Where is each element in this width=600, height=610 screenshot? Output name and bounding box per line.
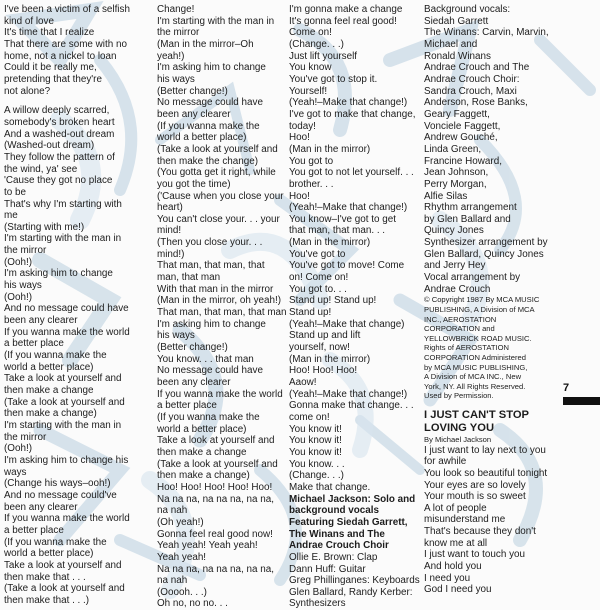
lyric-line: That there are some with no bbox=[4, 38, 127, 50]
small-print-line: © Copyright 1987 By MCA MUSIC bbox=[424, 295, 540, 305]
lyric-line: world a better place) bbox=[4, 548, 94, 560]
lyric-line: I'm starting with the man in bbox=[157, 15, 275, 27]
lyric-line: then make that . . .) bbox=[4, 594, 90, 606]
lyric-line: You know. . . that man bbox=[157, 353, 254, 365]
stanza-gap bbox=[424, 401, 549, 409]
lyric-line: a better place bbox=[157, 400, 217, 412]
lyric-line: Gonna feel real good now! bbox=[157, 528, 273, 540]
lyric-line: You got to not let yourself. . . bbox=[289, 167, 414, 179]
lyric-line: Stand up! bbox=[289, 307, 332, 319]
lyric-line: (If you wanna make the bbox=[157, 120, 260, 132]
lyric-line: Come on! bbox=[289, 27, 332, 39]
song-title: I JUST CAN'T STOP bbox=[424, 408, 530, 421]
lyric-line: I'm starting with the man in bbox=[4, 233, 122, 245]
page-number: 7 bbox=[563, 382, 570, 394]
lyric-line: I'm asking him to change bbox=[4, 268, 113, 280]
small-print-line: by MCA MUSIC PUBLISHING, bbox=[424, 362, 528, 372]
lyric-line: Dann Huff: Guitar bbox=[289, 563, 366, 575]
lyric-line: I'm asking him to change bbox=[157, 62, 266, 74]
lyric-line: You know–I've got to get bbox=[289, 213, 396, 225]
lyric-line: been any clearer bbox=[157, 377, 231, 388]
small-print-line: York, NY. All Rights Reserved. bbox=[424, 381, 526, 391]
lyric-line: a better place bbox=[4, 524, 64, 536]
lyric-line: Change! bbox=[157, 4, 195, 15]
lyric-line: Hoo! Hoo! Hoo! bbox=[289, 365, 358, 377]
lyric-line: for awhile bbox=[424, 456, 467, 468]
lyric-line: kind of love bbox=[4, 15, 54, 27]
lyric-line: ('Cause when you close your bbox=[157, 190, 284, 202]
lyric-line: (Change. . .) bbox=[289, 38, 344, 50]
lyric-line: It's time that I realize bbox=[4, 27, 95, 39]
lyric-line: been any clearer bbox=[4, 315, 78, 327]
lyric-line: Synthesizers bbox=[289, 598, 346, 610]
lyric-line: Quincy Jones bbox=[424, 225, 484, 237]
lyric-line: That's why I'm starting with bbox=[4, 198, 122, 210]
lyric-line: 'Cause they got no place bbox=[4, 175, 113, 187]
lyric-line: man, that man bbox=[157, 272, 221, 284]
lyric-line: Take a look at yourself and bbox=[4, 373, 122, 385]
lyric-line: If you wanna make the world bbox=[157, 388, 283, 400]
lyric-line: (If you wanna make the bbox=[4, 536, 107, 548]
lyric-line: on! Come on! bbox=[289, 272, 349, 284]
lyric-line: And no message could've bbox=[4, 489, 117, 501]
lyric-line: Linda Green, bbox=[424, 143, 482, 155]
lyric-line: That man, that man, that bbox=[157, 260, 265, 272]
lyric-line: world a better place) bbox=[4, 361, 94, 373]
stanza-gap bbox=[4, 97, 130, 105]
lyric-line: then make a change) bbox=[4, 408, 97, 420]
lyric-line: (Then you close your. . . bbox=[157, 237, 263, 249]
lyric-line: (Man in the mirror) bbox=[289, 143, 371, 155]
lyric-line: (Yeah!–Make that change!) bbox=[289, 97, 408, 109]
lyric-line: na nah bbox=[157, 505, 188, 517]
lyric-line: Make that change. bbox=[289, 481, 371, 493]
lyric-line: You know bbox=[289, 62, 332, 74]
lyrics-column-2 bbox=[157, 4, 287, 610]
credit-line: background vocals bbox=[289, 505, 379, 517]
lyric-line: I just want to touch you bbox=[424, 549, 526, 561]
lyric-line: I'm asking him to change bbox=[157, 318, 266, 330]
lyric-line: yourself, now! bbox=[289, 342, 350, 354]
lyric-line: me bbox=[4, 210, 18, 222]
lyric-line: been any clearer bbox=[157, 108, 231, 120]
lyric-line: Andrae Crouch bbox=[424, 283, 491, 295]
lyric-line: and Jerry Hey bbox=[424, 260, 486, 272]
lyric-line: Hoo! bbox=[289, 190, 310, 202]
lyric-line: A lot of people bbox=[424, 502, 487, 514]
lyric-line: No message could have bbox=[157, 365, 263, 377]
lyric-line: (Washed-out dream) bbox=[4, 140, 95, 152]
lyric-line: (Take a look at yourself and bbox=[157, 143, 278, 155]
lyric-line: (Take a look at yourself and bbox=[4, 396, 125, 408]
lyric-line: (Ooh!) bbox=[4, 443, 32, 455]
lyric-line: (Ooh!) bbox=[4, 256, 32, 268]
lyric-line: Vonciele Faggett, bbox=[424, 120, 501, 132]
lyric-line: not alone? bbox=[4, 85, 51, 97]
lyric-line: to be bbox=[4, 186, 26, 198]
lyric-line: the mirror bbox=[4, 245, 47, 257]
lyric-line: his ways bbox=[4, 280, 42, 292]
lyric-line: (Yeah!–Make that change!) bbox=[289, 388, 408, 400]
lyric-line: Greg Phillinganes: Keyboards bbox=[289, 575, 420, 587]
lyric-line: Rhythm arrangement bbox=[424, 202, 517, 214]
lyric-line: I've been a victim of a selfish bbox=[4, 4, 130, 15]
lyric-line: That's because they don't bbox=[424, 526, 536, 538]
lyric-line: mind!) bbox=[157, 248, 185, 260]
lyric-line: You've got to stop it. bbox=[289, 73, 378, 85]
lyric-line: (Change his ways–ooh!) bbox=[4, 478, 111, 490]
lyric-line: With that man in the mirror bbox=[157, 283, 274, 295]
lyric-line: world a better place) bbox=[157, 423, 247, 435]
lyrics-column-1 bbox=[4, 4, 130, 606]
lyric-line: Glen Ballard, Randy Kerber: bbox=[289, 586, 413, 598]
song-title: LOVING YOU bbox=[424, 421, 495, 434]
lyric-line: then make a change bbox=[157, 446, 247, 458]
lyric-line: (Yeah!–Make that change!) bbox=[289, 202, 408, 214]
small-print-line: CORPORATION Administered bbox=[424, 352, 526, 362]
lyric-line: (Better change!) bbox=[157, 85, 228, 97]
lyric-line: Francine Howard, bbox=[424, 155, 502, 167]
lyric-line: (You gotta get it right, while bbox=[157, 167, 276, 179]
credit-line: Featuring Siedah Garrett, bbox=[289, 516, 408, 528]
lyric-line: You know it! bbox=[289, 435, 342, 447]
lyric-line: na nah bbox=[157, 575, 188, 587]
lyric-line: You've got to bbox=[289, 248, 346, 260]
small-print-line: By Michael Jackson bbox=[424, 434, 492, 444]
lyric-line: (Starting with me!) bbox=[4, 221, 85, 233]
lyric-line: somebody's broken heart bbox=[4, 116, 115, 128]
lyric-line: You've got to move! Come bbox=[289, 260, 405, 272]
lyric-line: (Man in the mirror–Oh bbox=[157, 38, 254, 50]
lyric-line: If you wanna make the world bbox=[4, 513, 130, 525]
lyric-line: Background vocals: bbox=[424, 4, 511, 15]
lyric-line: You know. . . bbox=[289, 458, 345, 470]
lyric-line: Alfie Silas bbox=[424, 190, 468, 202]
small-print-line: A Division of MCA INC., New bbox=[424, 372, 522, 382]
lyric-line: Andrew Gouché, bbox=[424, 132, 498, 144]
lyric-line: Anderson, Rose Banks, bbox=[424, 97, 528, 109]
lyric-line: You got to. . . bbox=[289, 283, 347, 295]
lyrics-column-3 bbox=[289, 4, 420, 610]
lyric-line: Stand up! Stand up! bbox=[289, 295, 377, 307]
lyric-line: Andrae Crouch and The bbox=[424, 62, 530, 74]
lyric-line: That man, that man, that man bbox=[157, 307, 287, 319]
lyric-line: pretending that they're bbox=[4, 73, 102, 85]
lyric-line: (Ooh!) bbox=[4, 291, 32, 303]
lyric-line: heart) bbox=[157, 202, 183, 214]
lyric-line: No message could have bbox=[157, 97, 263, 109]
lyric-line: Yeah yeah! Yeah yeah! bbox=[157, 540, 258, 552]
lyric-line: the wind, ya' see bbox=[4, 163, 78, 175]
lyric-line: Na na na, na na na, na na, bbox=[157, 563, 274, 575]
lyric-line: I'm starting with the man in bbox=[4, 419, 122, 431]
lyric-line: Yourself! bbox=[289, 85, 328, 97]
lyric-line: (Oh yeah!) bbox=[157, 516, 204, 528]
lyric-line: Glen Ballard, Quincy Jones bbox=[424, 248, 544, 260]
lyric-line: You know it! bbox=[289, 423, 342, 435]
lyric-line: Take a look at yourself and bbox=[157, 435, 275, 447]
lyric-line: It's gonna feel real good! bbox=[289, 15, 397, 27]
lyric-line: his ways bbox=[157, 73, 195, 85]
lyric-line: Geary Faggett, bbox=[424, 108, 490, 120]
lyric-line: Ollie E. Brown: Clap bbox=[289, 551, 378, 563]
credit-line: Andrae Crouch Choir bbox=[289, 540, 389, 552]
lyric-line: (Yeah!–Make that change) bbox=[289, 318, 405, 330]
lyric-line: his ways bbox=[157, 330, 195, 342]
lyric-line: Take a look at yourself and bbox=[4, 559, 122, 571]
lyric-line: Just lift yourself bbox=[289, 50, 358, 62]
lyric-line: I need you bbox=[424, 572, 471, 584]
lyric-line: Hoo! bbox=[289, 132, 310, 144]
lyric-line: (Take a look at yourself and bbox=[157, 458, 278, 470]
lyric-line: brother. . . bbox=[289, 178, 334, 190]
lyric-line: then make the change) bbox=[157, 155, 259, 167]
lyric-line: You got to bbox=[289, 155, 334, 167]
lyric-line: the mirror bbox=[4, 431, 47, 443]
lyric-line: misunderstand me bbox=[424, 514, 506, 526]
credit-line: The Winans and The bbox=[289, 528, 385, 540]
lyric-line: mind! bbox=[157, 225, 182, 237]
lyric-line: Sandra Crouch, Maxi bbox=[424, 85, 517, 97]
lyric-line: Your mouth is so sweet bbox=[424, 491, 526, 503]
lyric-line: by Glen Ballard and bbox=[424, 213, 511, 225]
lyric-line: And hold you bbox=[424, 561, 482, 573]
small-print-line: YELLOWBRICK ROAD MUSIC. bbox=[424, 333, 532, 343]
lyric-line: you got the time) bbox=[157, 178, 231, 190]
lyric-line: Oh no, no no. . . bbox=[157, 598, 228, 610]
lyric-line: Ronald Winans bbox=[424, 50, 491, 62]
credit-line: Michael Jackson: Solo and bbox=[289, 493, 416, 505]
lyric-line: A willow deeply scarred, bbox=[4, 105, 110, 117]
page-tab-bar bbox=[563, 397, 600, 405]
lyric-line: then make a change) bbox=[157, 470, 250, 482]
small-print-line: PUBLISHING, A Division of MCA bbox=[424, 305, 535, 314]
lyric-line: Michael and bbox=[424, 38, 478, 50]
lyric-line: You know it! bbox=[289, 446, 342, 458]
lyric-line: Siedah Garrett bbox=[424, 15, 489, 27]
lyric-line: today! bbox=[289, 120, 316, 132]
lyric-line: Aaow! bbox=[289, 377, 317, 388]
lyric-line: I just want to lay next to you bbox=[424, 444, 546, 456]
lyric-line: Gonna make that change. . . bbox=[289, 400, 414, 412]
lyric-line: I've got to make that change, bbox=[289, 108, 416, 120]
lyric-line: Your eyes are so lovely bbox=[424, 479, 526, 491]
lyric-line: Na na na, na na na, na na, bbox=[157, 493, 274, 505]
lyric-line: If you wanna make the world bbox=[4, 326, 130, 338]
lyric-line: God I need you bbox=[424, 584, 492, 596]
page-number-tab bbox=[563, 375, 600, 405]
lyric-line: You look so beautiful tonight bbox=[424, 467, 548, 479]
lyric-line: know me at all bbox=[424, 537, 488, 549]
small-print-line: CORPORATION and bbox=[424, 324, 495, 334]
lyric-line: (Better change!) bbox=[157, 342, 228, 354]
lyric-line: Vocal arrangement by bbox=[424, 272, 521, 284]
lyric-line: a better place bbox=[4, 338, 64, 350]
lyric-line: Andrae Crouch Choir: bbox=[424, 73, 520, 85]
lyric-line: I'm asking him to change his bbox=[4, 454, 129, 466]
lyric-line: home, not a nickel to loan bbox=[4, 50, 117, 62]
lyric-line: The Winans: Carvin, Marvin, bbox=[424, 27, 549, 39]
lyric-line: (Change. . .) bbox=[289, 470, 344, 482]
small-print-line: INC., AEROSTATION bbox=[424, 314, 497, 324]
lyric-line: (Man in the mirror, oh yeah!) bbox=[157, 295, 282, 307]
lyric-line: Hoo! Hoo! Hoo! Hoo! Hoo! bbox=[157, 481, 273, 493]
lyric-line: (Ooooh. . .) bbox=[157, 586, 207, 598]
lyric-line: Jean Johnson, bbox=[424, 167, 489, 179]
lyric-line: Synthesizer arrangement by bbox=[424, 237, 548, 249]
lyric-line: then make a change bbox=[4, 385, 94, 396]
lyric-line: (If you wanna make the bbox=[157, 411, 260, 423]
lyric-line: (Man in the mirror) bbox=[289, 237, 371, 249]
lyric-line: ways bbox=[4, 466, 27, 478]
lyrics-column-4 bbox=[424, 4, 549, 596]
lyric-line: (Man in the mirror) bbox=[289, 353, 371, 365]
lyric-line: Yeah yeah! bbox=[157, 551, 207, 563]
lyric-line: (If you wanna make the bbox=[4, 350, 107, 362]
lyric-line: the mirror bbox=[157, 27, 200, 39]
lyric-line: Could it be really me, bbox=[4, 62, 97, 74]
lyric-line: then make that . . . bbox=[4, 571, 86, 583]
lyric-line: They follow the pattern of bbox=[4, 151, 115, 163]
lyric-line: (Take a look at yourself and bbox=[4, 583, 125, 595]
lyric-line: And no message could have bbox=[4, 303, 129, 315]
lyric-line: world a better place) bbox=[157, 132, 247, 144]
lyric-line: I'm gonna make a change bbox=[289, 4, 403, 15]
lyric-line: Stand up and lift bbox=[289, 330, 361, 342]
lyric-line: You can't close your. . . your bbox=[157, 213, 280, 225]
lyric-line: come on! bbox=[289, 411, 330, 423]
lyric-line: And a washed-out dream bbox=[4, 128, 115, 140]
lyric-line: that man, that man. . . bbox=[289, 225, 386, 237]
small-print-line: Rights of AEROSTATION bbox=[424, 343, 509, 353]
small-print-line: Used by Permission. bbox=[424, 391, 494, 401]
lyric-line: yeah!) bbox=[157, 50, 185, 62]
lyric-line: been any clearer bbox=[4, 501, 78, 513]
lyric-line: Perry Morgan, bbox=[424, 178, 487, 190]
